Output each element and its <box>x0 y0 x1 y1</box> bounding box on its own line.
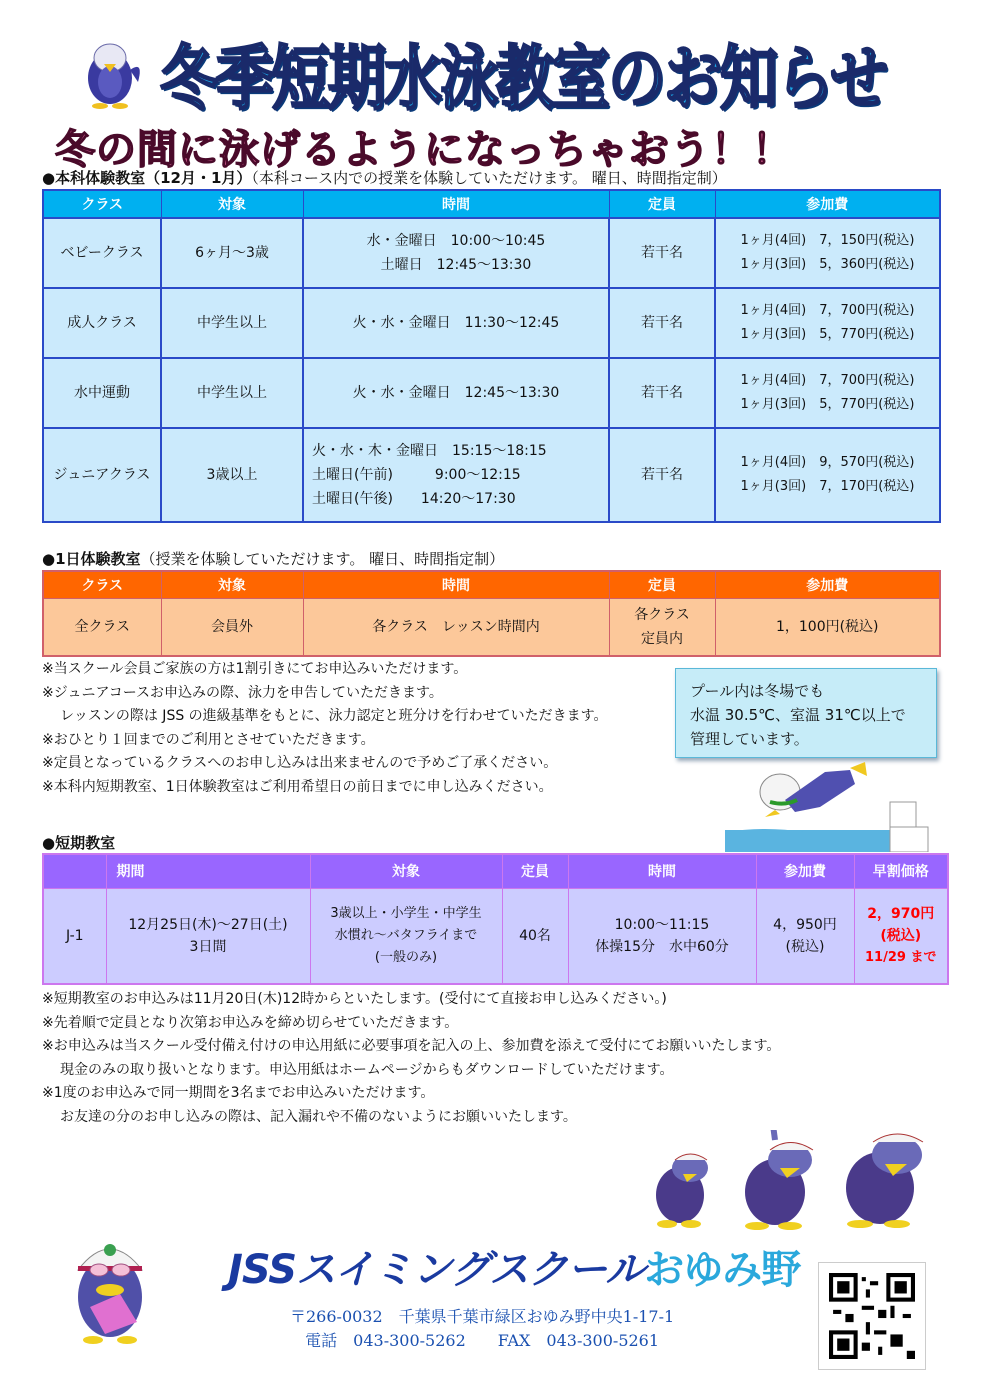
target: 中学生以上 <box>161 358 303 428</box>
three-penguins-illustration-icon <box>625 1130 935 1230</box>
capacity: 若干名 <box>609 358 715 428</box>
class-code: J-1 <box>43 888 106 984</box>
time-line: 体操15分 水中60分 <box>595 938 729 955</box>
time-line: 土曜日(午前) 9:00～12:15 <box>312 467 521 483</box>
time-line: 火・水・金曜日 11:30～12:45 <box>352 315 560 331</box>
table-header-row <box>43 190 940 218</box>
target-line: (一般のみ) <box>374 949 438 965</box>
period-cell <box>106 888 310 984</box>
col-capacity: 定員 <box>609 190 715 218</box>
table-row <box>43 888 948 984</box>
table-row <box>43 428 940 522</box>
class-name: 水中運動 <box>43 358 161 428</box>
col-period: 期間 <box>106 854 310 888</box>
phone-fax: 電話 043-300-5262 FAX 043-300-5261 <box>305 1331 660 1350</box>
qr-code-icon <box>829 1273 915 1359</box>
note-line: ※1度のお申込みで同一期間を3名までお申込みいただけます。 <box>42 1085 435 1101</box>
fee-line: (税込) <box>785 938 825 955</box>
table-row <box>43 358 940 428</box>
time-cell <box>303 358 609 428</box>
period-line: 12月25日(木)～27日(土) <box>128 916 288 933</box>
capacity: 若干名 <box>609 288 715 358</box>
table-row <box>43 598 940 656</box>
col-early-price: 早割価格 <box>854 854 948 888</box>
col-target: 対象 <box>161 190 303 218</box>
col-target: 対象 <box>310 854 502 888</box>
address: 〒266-0032 千葉県千葉市緑区おゆみ野中央1-17-1 <box>290 1307 675 1326</box>
logo-main: JSSスイミングスクール <box>228 1247 645 1293</box>
fee-line: 1ヶ月(4回) 9，570円(税込) <box>740 455 915 470</box>
class-name: 成人クラス <box>43 288 161 358</box>
col-code <box>43 854 106 888</box>
target: 3歳以上 <box>161 428 303 522</box>
fee-cell <box>756 888 854 984</box>
info-line: プール内は冬場でも <box>690 682 825 700</box>
col-class: クラス <box>43 571 161 598</box>
col-fee: 参加費 <box>756 854 854 888</box>
section3-notes <box>42 988 780 1129</box>
regular-trial-table <box>42 189 941 523</box>
col-capacity: 定員 <box>502 854 568 888</box>
col-time: 時間 <box>568 854 756 888</box>
fee-line: 1ヶ月(3回) 5，770円(税込) <box>740 397 915 412</box>
capacity-line: 定員内 <box>641 630 683 647</box>
qr-code[interactable] <box>818 1262 926 1370</box>
page-subtitle: 冬の間に泳げるようになっちゃおう！！ <box>55 127 793 173</box>
note-line: ※お申込みは当スクール受付備え付けの申込用紙に必要事項を記入の上、参加費を添えて受付にてお願いいたします。 <box>42 1038 781 1054</box>
fee: 1，100円(税込) <box>715 598 940 656</box>
col-capacity: 定員 <box>609 571 715 598</box>
capacity-cell <box>609 598 715 656</box>
fee-cell <box>715 358 940 428</box>
time-cell <box>303 428 609 522</box>
fee-line: 1ヶ月(4回) 7，700円(税込) <box>740 373 915 388</box>
fee-cell <box>715 218 940 288</box>
capacity: 若干名 <box>609 428 715 522</box>
time-cell <box>568 888 756 984</box>
time-cell <box>303 288 609 358</box>
fee-line: 1ヶ月(3回) 7，170円(税込) <box>740 479 915 494</box>
target-line: 3歳以上・小学生・中学生 <box>330 905 482 921</box>
class-name: 全クラス <box>43 598 161 656</box>
note-line: ※定員となっているクラスへのお申し込みは出来ませんので予めご了承ください。 <box>42 755 558 771</box>
info-line: 水温 30.5℃、室温 31℃以上で <box>690 706 906 724</box>
target-cell <box>310 888 502 984</box>
target: 6ヶ月～3歳 <box>161 218 303 288</box>
school-logo <box>228 1238 800 1295</box>
target-line: 水慣れ～バタフライまで <box>334 927 478 943</box>
note-line: ※先着順で定員となり次第お申込みを締め切らせていただきます。 <box>42 1014 459 1031</box>
time-line: 水・金曜日 10:00～10:45 <box>366 233 546 249</box>
diving-penguin-icon <box>725 762 950 852</box>
note-line: レッスンの際は JSS の進級基準をもとに、泳力認定と班分けを行わせていただきます。 <box>60 708 608 724</box>
note-line: ※本科内短期教室、1日体験教室はご利用希望日の前日までに申し込みください。 <box>42 778 553 795</box>
table-header-row <box>43 854 948 888</box>
section1-heading <box>42 167 727 188</box>
table-row <box>43 288 940 358</box>
short-term-class-table <box>42 853 949 985</box>
section3-heading-title: ●短期教室 <box>42 834 116 852</box>
note-line: 現金のみの取り扱いとなります。申込用紙はホームページからもダウンロードしていただけます。 <box>60 1061 674 1078</box>
logo-branch: おゆみ野 <box>644 1247 801 1293</box>
class-name: ジュニアクラス <box>43 428 161 522</box>
time-line: 火・水・金曜日 12:45～13:30 <box>352 385 560 401</box>
note-line: ※ジュニアコースお申込みの際、泳力を申告していただきます。 <box>42 684 443 701</box>
penguin-kickboard-mascot-icon <box>65 1232 155 1347</box>
early-deadline: 11/29 まで <box>865 949 937 965</box>
section2-heading <box>42 548 504 569</box>
time-line: 土曜日 12:45～13:30 <box>380 257 532 273</box>
col-time: 時間 <box>303 190 609 218</box>
fee-line: 1ヶ月(3回) 5，360円(税込) <box>740 257 915 272</box>
col-fee: 参加費 <box>715 571 940 598</box>
section1-heading-title: ●本科体験教室（12月・1月） <box>42 169 252 187</box>
note-line: ※おひとり１回までのご利用とさせていただきます。 <box>42 731 375 748</box>
fee-cell <box>715 288 940 358</box>
note-line: お友達の分のお申し込みの際は、記入漏れや不備のないようにお願いいたします。 <box>60 1108 577 1125</box>
penguin-mascot-icon <box>72 30 152 110</box>
col-class: クラス <box>43 190 161 218</box>
fee-line: 1ヶ月(4回) 7，150円(税込) <box>740 233 915 248</box>
col-time: 時間 <box>303 571 609 598</box>
time-line: 土曜日(午後) 14:20～17:30 <box>312 491 516 507</box>
one-day-trial-table <box>42 570 941 657</box>
fee-line: 4，950円 <box>773 916 837 933</box>
capacity: 若干名 <box>609 218 715 288</box>
info-line: 管理しています。 <box>690 730 809 748</box>
note-line: ※短期教室のお申込みは11月20日(木)12時からといたします。(受付にて直接お申し込みください。) <box>42 991 667 1007</box>
early-price-line: 2，970円 <box>867 905 935 922</box>
target: 中学生以上 <box>161 288 303 358</box>
early-price-line: (税込) <box>880 927 922 944</box>
time-line: 火・水・木・金曜日 15:15～18:15 <box>312 443 547 459</box>
note-line: ※当スクール会員ご家族の方は1割引きにてお申込みいただけます。 <box>42 661 468 677</box>
time-cell <box>303 218 609 288</box>
time-line: 10:00～11:15 <box>614 916 710 933</box>
section1-heading-note: （本科コース内での授業を体験していただけます。 曜日、時間指定制） <box>251 169 727 187</box>
fee-line: 1ヶ月(4回) 7，700円(税込) <box>740 303 915 318</box>
section2-heading-title: ●1日体験教室 <box>42 550 141 568</box>
fee-cell <box>715 428 940 522</box>
capacity: 40名 <box>502 888 568 984</box>
section3-heading <box>42 832 115 853</box>
period-line: 3日間 <box>189 938 227 955</box>
early-price-cell <box>854 888 948 984</box>
table-header-row <box>43 571 940 598</box>
contact-info <box>290 1305 674 1353</box>
table-row <box>43 218 940 288</box>
capacity-line: 各クラス <box>634 606 690 623</box>
pool-temperature-info-box <box>675 668 937 758</box>
fee-line: 1ヶ月(3回) 5，770円(税込) <box>740 327 915 342</box>
section2-heading-note: （授業を体験していただけます。 曜日、時間指定制） <box>140 550 505 568</box>
time: 各クラス レッスン時間内 <box>303 598 609 656</box>
section2-notes <box>42 658 608 799</box>
col-fee: 参加費 <box>715 190 940 218</box>
col-target: 対象 <box>161 571 303 598</box>
class-name: ベビークラス <box>43 218 161 288</box>
target: 会員外 <box>161 598 303 656</box>
page-title: 冬季短期水泳教室のお知らせ <box>160 37 887 120</box>
